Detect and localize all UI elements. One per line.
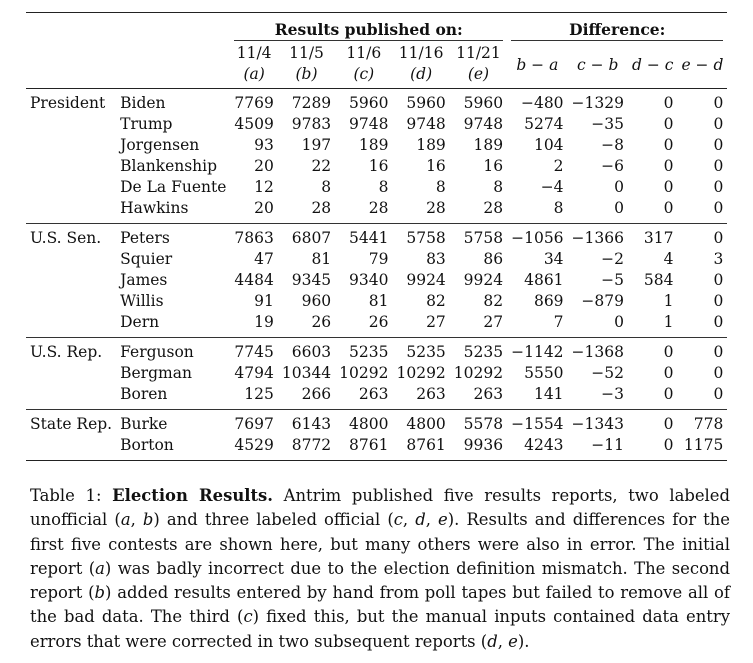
result-value: 197 (301, 136, 332, 154)
result-value: 4529 (234, 436, 274, 454)
difference-value: 0 (663, 199, 674, 217)
difference-value: −1329 (571, 94, 624, 112)
difference-value: 4861 (524, 271, 564, 289)
difference-value: 0 (713, 94, 724, 112)
result-value: 9748 (463, 115, 504, 133)
candidate-name: Squier (120, 250, 173, 268)
result-value: 9345 (291, 271, 332, 289)
difference-value: −1142 (511, 343, 564, 361)
table-header (26, 13, 727, 89)
date-header: 11/21 (456, 44, 501, 62)
candidate-name: Boren (120, 385, 168, 403)
difference-value: 4243 (524, 436, 564, 454)
result-value: 8 (493, 178, 504, 196)
difference-value: −3 (601, 385, 624, 403)
result-value: 5578 (463, 415, 504, 433)
difference-value: 3 (713, 250, 724, 268)
difference-value: −1343 (571, 415, 624, 433)
result-value: 266 (301, 385, 332, 403)
result-value: 5960 (463, 94, 504, 112)
difference-value: 1 (663, 292, 674, 310)
result-value: 9340 (349, 271, 389, 289)
letter-header: (b) (295, 65, 318, 83)
result-value: 81 (368, 292, 389, 310)
difference-value: 584 (643, 271, 674, 289)
difference-value: 0 (663, 115, 674, 133)
result-value: 10292 (396, 364, 446, 382)
result-value: 83 (426, 250, 446, 268)
difference-value: 0 (663, 94, 674, 112)
difference-value: −1366 (571, 229, 624, 247)
table-row (26, 384, 727, 410)
difference-value: 0 (713, 385, 724, 403)
candidate-name: Borton (120, 436, 174, 454)
candidate-name: Jorgensen (120, 136, 200, 154)
diff-header: e − d (681, 56, 724, 74)
difference-value: 141 (533, 385, 564, 403)
result-value: 5758 (406, 229, 446, 247)
result-value: 93 (254, 136, 274, 154)
table-row (26, 156, 727, 177)
result-value: 7289 (291, 94, 332, 112)
difference-value: 0 (713, 229, 724, 247)
diff-header: d − c (631, 56, 674, 74)
result-value: 28 (483, 199, 504, 217)
result-value: 5441 (349, 229, 389, 247)
difference-value: 0 (713, 157, 724, 175)
difference-value: 869 (533, 292, 564, 310)
difference-value: −1368 (571, 343, 624, 361)
result-value: 9924 (463, 271, 504, 289)
result-value: 79 (368, 250, 389, 268)
result-value: 189 (358, 136, 389, 154)
office-label: State Rep. (30, 415, 113, 433)
difference-value: 5274 (524, 115, 564, 133)
letter-header: (e) (467, 65, 490, 83)
difference-value: −1056 (511, 229, 564, 247)
table-row (26, 89, 727, 115)
difference-value: 1 (663, 313, 674, 331)
candidate-name: Ferguson (120, 343, 194, 361)
result-value: 4794 (234, 364, 274, 382)
difference-value: 0 (663, 415, 674, 433)
difference-value: 0 (713, 343, 724, 361)
result-value: 27 (426, 313, 446, 331)
result-value: 28 (311, 199, 332, 217)
candidate-name: James (120, 271, 168, 289)
difference-value: 0 (663, 364, 674, 382)
difference-value: −11 (591, 436, 624, 454)
caption-label: Table 1: (30, 486, 102, 505)
difference-value: 0 (713, 136, 724, 154)
candidate-name: Willis (120, 292, 164, 310)
candidate-name: Peters (120, 229, 170, 247)
result-value: 7697 (234, 415, 274, 433)
result-value: 189 (473, 136, 504, 154)
result-value: 6807 (291, 229, 332, 247)
candidate-name: Dern (120, 313, 160, 331)
table-row (26, 435, 727, 461)
result-value: 7863 (234, 229, 274, 247)
result-value: 5235 (463, 343, 504, 361)
difference-value: −1554 (511, 415, 564, 433)
result-value: 5758 (463, 229, 504, 247)
result-value: 6143 (291, 415, 332, 433)
table-row (26, 249, 727, 270)
table-row (26, 198, 727, 224)
table-row (26, 363, 727, 384)
difference-value: 5550 (524, 364, 564, 382)
result-value: 8772 (291, 436, 332, 454)
difference-value: 0 (663, 385, 674, 403)
letter-header: (a) (243, 65, 265, 83)
result-value: 82 (483, 292, 504, 310)
date-header: 11/5 (289, 44, 324, 62)
difference-value: 0 (713, 271, 724, 289)
candidate-name: Blankenship (120, 157, 218, 175)
candidate-name: Trump (120, 115, 173, 133)
office-label: President (30, 94, 106, 112)
result-value: 16 (368, 157, 389, 175)
diff-header: b − a (516, 56, 559, 74)
result-value: 4800 (406, 415, 446, 433)
table-row (26, 312, 727, 338)
table-row (26, 135, 727, 156)
result-value: 27 (483, 313, 504, 331)
difference-value: 0 (713, 313, 724, 331)
result-value: 9936 (463, 436, 504, 454)
result-value: 6603 (291, 343, 332, 361)
diff-header: c − b (577, 56, 619, 74)
result-value: 189 (416, 136, 446, 154)
result-value: 5235 (406, 343, 446, 361)
difference-value: 0 (614, 313, 624, 331)
office-label: U.S. Sen. (30, 229, 102, 247)
result-value: 5960 (406, 94, 446, 112)
date-header: 11/6 (346, 44, 382, 62)
difference-value: 1175 (683, 436, 724, 454)
difference-value: 0 (663, 136, 674, 154)
result-value: 7745 (234, 343, 274, 361)
difference-value: 2 (553, 157, 564, 175)
table-row (26, 224, 727, 250)
result-value: 86 (483, 250, 504, 268)
candidate-name: Hawkins (120, 199, 189, 217)
result-value: 19 (254, 313, 274, 331)
difference-value: 0 (713, 178, 724, 196)
difference-value: −6 (601, 157, 624, 175)
office-label: U.S. Rep. (30, 343, 103, 361)
result-value: 9783 (291, 115, 332, 133)
difference-value: 4 (663, 250, 674, 268)
table-body (26, 89, 727, 461)
difference-value: 778 (693, 415, 724, 433)
result-value: 20 (254, 157, 274, 175)
table-row (26, 270, 727, 291)
result-value: 26 (311, 313, 332, 331)
result-value: 8 (378, 178, 389, 196)
table-row (26, 338, 727, 364)
difference-value: −4 (540, 178, 564, 196)
result-value: 20 (254, 199, 274, 217)
difference-value: −480 (520, 94, 564, 112)
result-value: 8 (321, 178, 332, 196)
letter-header: (d) (410, 65, 433, 83)
result-value: 8 (435, 178, 446, 196)
result-value: 9748 (349, 115, 389, 133)
result-value: 4509 (234, 115, 274, 133)
result-value: 125 (244, 385, 274, 403)
difference-value: 0 (663, 343, 674, 361)
result-value: 26 (368, 313, 389, 331)
result-value: 7769 (234, 94, 274, 112)
difference-value: −52 (591, 364, 624, 382)
difference-value: 0 (713, 292, 724, 310)
result-value: 16 (426, 157, 446, 175)
result-value: 12 (254, 178, 274, 196)
candidate-name: Bergman (120, 364, 192, 382)
difference-value: 0 (663, 178, 674, 196)
result-value: 22 (311, 157, 332, 175)
difference-value: 0 (614, 178, 624, 196)
result-value: 9748 (406, 115, 446, 133)
result-value: 8761 (349, 436, 389, 454)
result-value: 8761 (406, 436, 446, 454)
difference-value: −8 (601, 136, 624, 154)
difference-value: 8 (553, 199, 564, 217)
difference-value: 0 (614, 199, 624, 217)
letter-header: (c) (353, 65, 375, 83)
candidate-name: Biden (120, 94, 166, 112)
difference-group-heading: Difference: (511, 19, 723, 41)
result-value: 10292 (339, 364, 389, 382)
result-value: 28 (426, 199, 446, 217)
difference-value: 317 (643, 229, 674, 247)
result-value: 47 (254, 250, 274, 268)
result-value: 5235 (349, 343, 389, 361)
result-value: 28 (368, 199, 389, 217)
difference-value: 0 (713, 115, 724, 133)
result-value: 960 (301, 292, 332, 310)
result-value: 10292 (453, 364, 504, 382)
difference-value: 7 (553, 313, 564, 331)
candidate-name: De La Fuente (120, 178, 227, 196)
result-value: 82 (426, 292, 446, 310)
difference-value: −879 (581, 292, 624, 310)
table-row (26, 291, 727, 312)
difference-value: 0 (663, 436, 674, 454)
election-results-table (26, 12, 727, 461)
result-value: 81 (311, 250, 332, 268)
result-value: 263 (473, 385, 504, 403)
result-value: 10344 (281, 364, 332, 382)
difference-value: 0 (713, 199, 724, 217)
difference-value: 0 (713, 364, 724, 382)
result-value: 5960 (349, 94, 389, 112)
result-value: 263 (358, 385, 389, 403)
difference-value: −35 (591, 115, 624, 133)
difference-value: 34 (543, 250, 564, 268)
result-value: 91 (254, 292, 274, 310)
results-group-heading: Results published on: (234, 19, 503, 41)
difference-value: 104 (533, 136, 564, 154)
table-row (26, 410, 727, 436)
table-row (26, 114, 727, 135)
difference-value: −5 (601, 271, 624, 289)
caption-title: Election Results. (112, 486, 273, 505)
result-value: 4800 (349, 415, 389, 433)
table-caption: Table 1: Election Results. Antrim published five results reports, two labeled unofficial (a, b) and three labeled official (c, d, e). Results and differences for the first five contests are shown here, but many others were also in error. The initial report (a) was badly incorrect due to the election definition mismatch. The second report (b) added results entered by hand from poll tapes but failed to remove all of the bad data. The third (c) fixed this, but the manual inputs contained data entry errors that were corrected in two subsequent reports (d, e). (30, 486, 730, 651)
result-value: 263 (416, 385, 446, 403)
difference-value: 0 (663, 157, 674, 175)
table-row (26, 177, 727, 198)
date-header: 11/4 (236, 44, 272, 62)
candidate-name: Burke (120, 415, 168, 433)
result-value: 16 (483, 157, 504, 175)
date-header: 11/16 (398, 44, 444, 62)
result-value: 9924 (406, 271, 446, 289)
difference-value: −2 (601, 250, 624, 268)
result-value: 4484 (234, 271, 274, 289)
